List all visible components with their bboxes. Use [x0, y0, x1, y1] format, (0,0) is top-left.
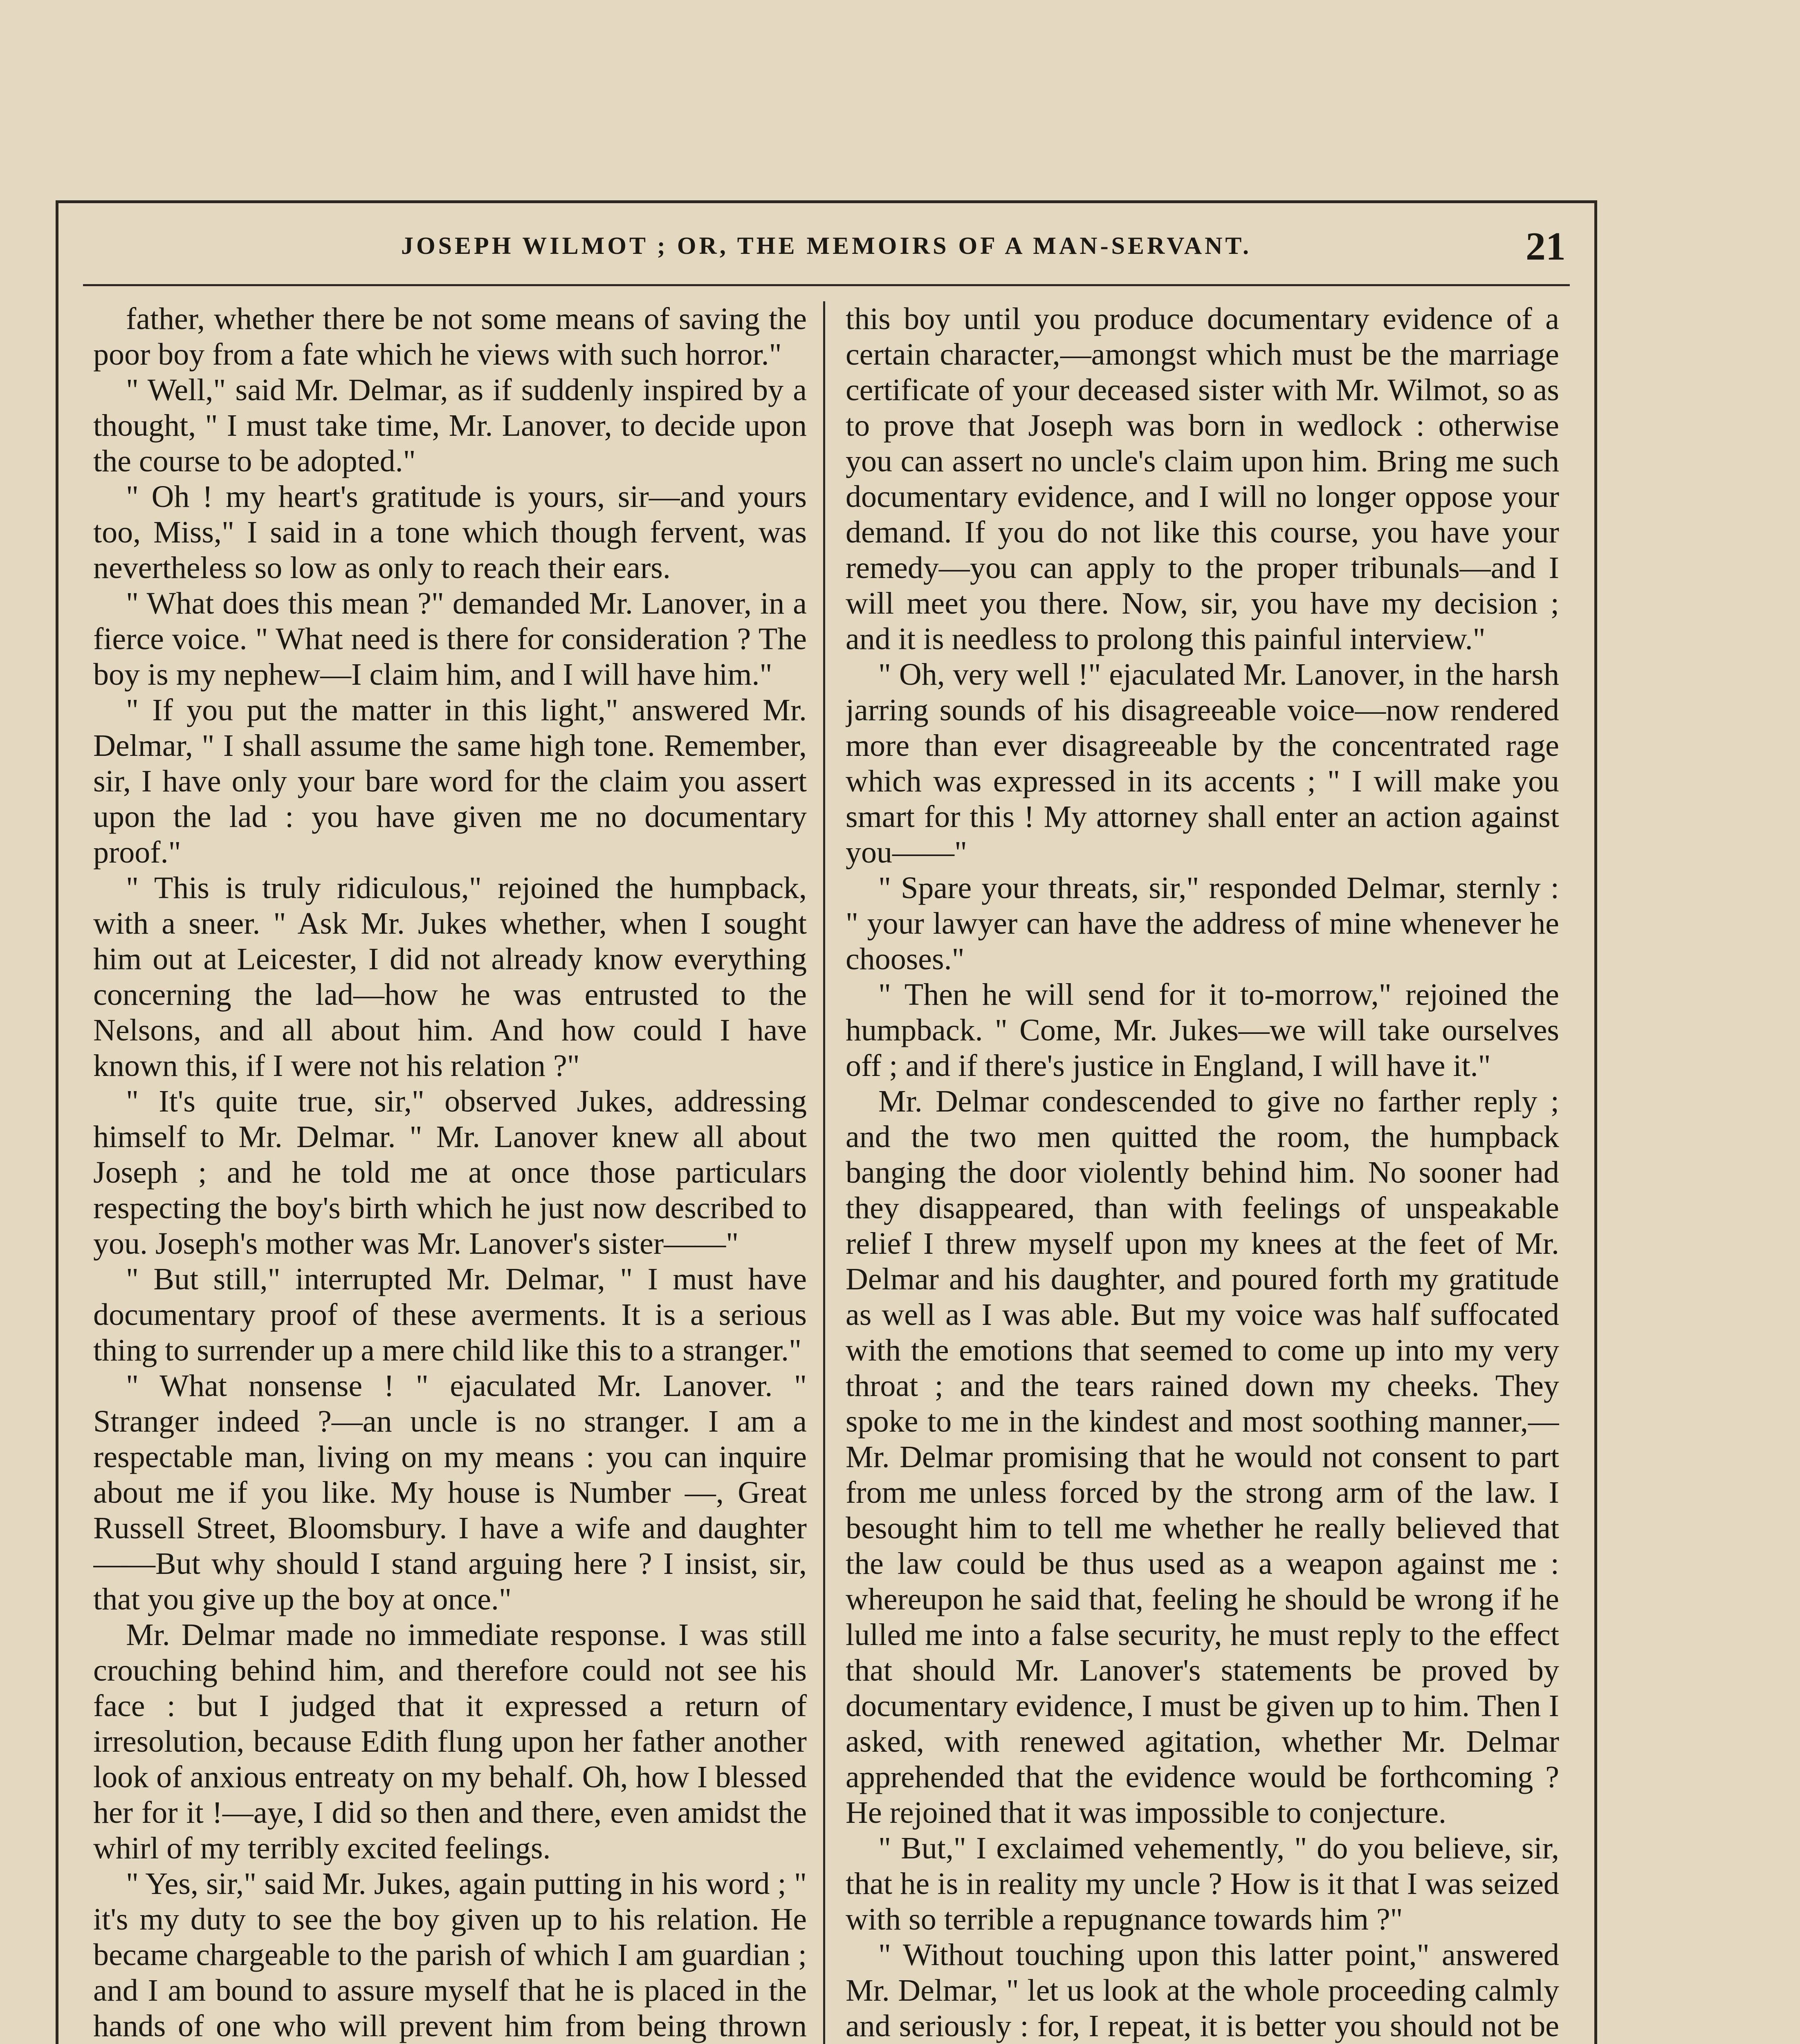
paragraph: " Well," said Mr. Delmar, as if suddenly inspired by a thought, " I must take time, Mr. Lanover, to decide upon the course to be adopted."	[93, 373, 807, 478]
text-column-right	[846, 301, 1559, 2044]
paragraph: " Spare your threats, sir," responded Delmar, sternly : " your lawyer can have the address of mine whenever he chooses."	[846, 871, 1559, 976]
paragraph: this boy until you produce documentary evidence of a certain character,—amongst which must be the marriage certificate of your deceased sister with Mr. Wilmot, so as to prove that Joseph was born in wedlock : otherwise you can assert no uncle's claim upon him. Bring me such documentary evidence, and I will no longer oppose your demand. If you do not like this course, you have your remedy—you can apply to the proper tribunals—and I will meet you there. Now, sir, you have my decision ; and it is needless to prolong this painful interview."	[846, 302, 1559, 656]
paragraph: " But," I exclaimed vehemently, " do you believe, sir, that he is in reality my uncle ? How is it that I was seized with so terrible a repugnance towards him ?"	[846, 1831, 1559, 1936]
paragraph: " What does this mean ?" demanded Mr. Lanover, in a fierce voice. " What need is there for consideration ? The boy is my nephew—I claim him, and I will have him."	[93, 586, 807, 692]
paragraph: " Then he will send for it to-morrow," rejoined the humpback. " Come, Mr. Jukes—we will take ourselves off ; and if there's justice in England, I will have it."	[846, 977, 1559, 1083]
paragraph: " If you put the matter in this light," answered Mr. Delmar, " I shall assume the same high tone. Remember, sir, I have only your bare word for the claim you assert upon the lad : you have given me no documentary proof."	[93, 693, 807, 870]
paragraph: " Oh, very well !" ejaculated Mr. Lanover, in the harsh jarring sounds of his disagreeable voice—now rendered more than ever disagreeable by the concentrated rage which was expressed in its accents ; " I will make you smart for this ! My attorney shall enter an action against you——"	[846, 657, 1559, 870]
paragraph: " Yes, sir," said Mr. Jukes, again putting in his word ; " it's my duty to see the boy given up to his relation. He became chargeable to the parish of which I am guardian ; and I am bound to assure myself that he is placed in the hands of one who will prevent him from being thrown	[93, 1867, 807, 2043]
paragraph: " Without touching upon this latter point," answered Mr. Delmar, " let us look at the whole proceeding calmly and seriously : for, I repeat, it is better you should not be	[846, 1938, 1559, 2043]
paragraph: " What nonsense ! " ejaculated Mr. Lanover. " Stranger indeed ?—an uncle is no stranger. I am a respectable man, living on my means : you can inquire about me if you like. My house is Number —, Great Russell Street, Bloomsbury. I have a wife and daughter——But why should I stand arguing here ? I insist, sir, that you give up the boy at once."	[93, 1369, 807, 1616]
page-number: 21	[1526, 224, 1566, 269]
running-title: JOSEPH WILMOT ; OR, THE MEMOIRS OF A MAN-SERVANT.	[401, 232, 1252, 259]
paragraph: Mr. Delmar made no immediate response. I was still crouching behind him, and therefore could not see his face : but I judged that it expressed a return of irresolution, because Edith flung upon her father another look of anxious entreaty on my behalf. Oh, how I blessed her for it !—aye, I did so then and there, even amidst the whirl of my terribly excited feelings.	[93, 1618, 807, 1865]
header-rule	[83, 284, 1570, 286]
paragraph: " It's quite true, sir," observed Jukes, addressing himself to Mr. Delmar. " Mr. Lanover knew all about Joseph ; and he told me at once those particulars respecting the boy's birth which he just now described to you. Joseph's mother was Mr. Lanover's sister——"	[93, 1084, 807, 1261]
page-frame	[56, 200, 1597, 2044]
paragraph: " This is truly ridiculous," rejoined the humpback, with a sneer. " Ask Mr. Jukes whether, when I sought him out at Leicester, I did not already know everything concerning the lad—how he was entrusted to the Nelsons, and all about him. And how could I have known this, if I were not his relation ?"	[93, 871, 807, 1083]
paragraph: father, whether there be not some means of saving the poor boy from a fate which he views with such horror."	[93, 302, 807, 372]
text-column-left	[93, 301, 807, 2044]
column-divider	[823, 301, 825, 2044]
page-header	[58, 224, 1594, 277]
paragraph: " Oh ! my heart's gratitude is yours, sir—and yours too, Miss," I said in a tone which though fervent, was nevertheless so low as only to reach their ears.	[93, 480, 807, 585]
paragraph: Mr. Delmar condescended to give no farther reply ; and the two men quitted the room, the humpback banging the door violently behind him. No sooner had they disappeared, than with feelings of unspeakable relief I threw myself upon my knees at the feet of Mr. Delmar and his daughter, and poured forth my gratitude as well as I was able. But my voice was half suffocated with the emotions that seemed to come up into my very throat ; and the tears rained down my cheeks. They spoke to me in the kindest and most soothing manner,—Mr. Delmar promising that he would not consent to part from me unless forced by the strong arm of the law. I besought him to tell me whether he really believed that the law could be thus used as a weapon against me : whereupon he said that, feeling he should be wrong if he lulled me into a false security, he must reply to the effect that should Mr. Lanover's statements be proved by documentary evidence, I must be given up to him. Then I asked, with renewed agitation, whether Mr. Delmar apprehended that the evidence would be forthcoming ? He rejoined that it was impossible to conjecture.	[846, 1084, 1559, 1830]
paragraph: " But still," interrupted Mr. Delmar, " I must have documentary proof of these averments. It is a serious thing to surrender up a mere child like this to a stranger."	[93, 1262, 807, 1367]
